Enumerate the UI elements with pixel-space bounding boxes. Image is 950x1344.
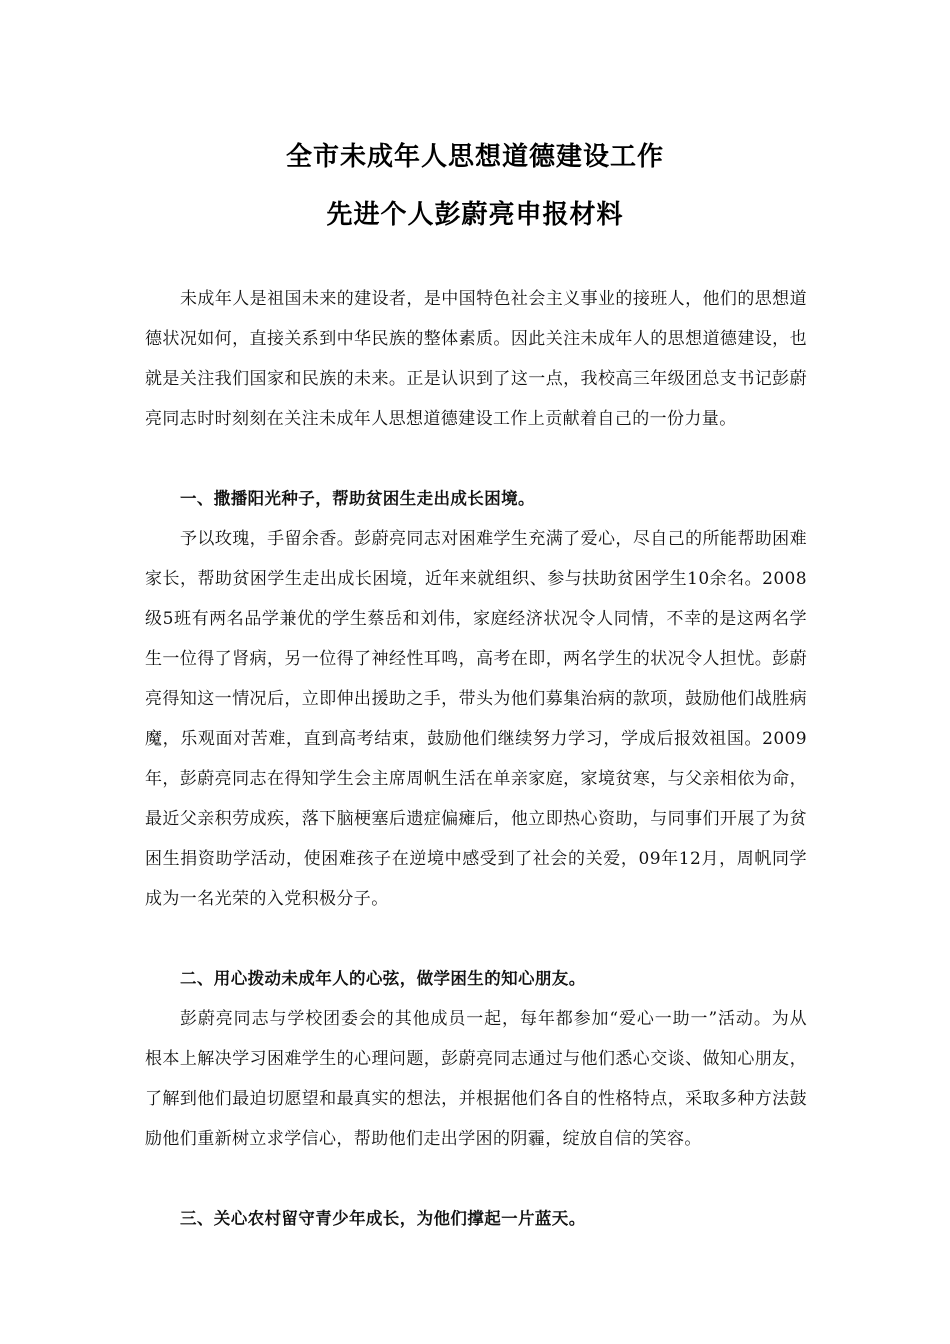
intro-paragraph: 未成年人是祖国未来的建设者，是中国特色社会主义事业的接班人，他们的思想道德状况如何，直接关系到中华民族的整体素质。因此关注未成年人的思想道德建设，也就是关注我们国家和民族的未来。正是认识到了这一点，我校高三年级团总支书记彭蔚亮同志时时刻刻在关注未成年人思想道德建设工作上贡献着自己的一份力量。 (145, 289, 807, 429)
document-title-line-1: 全市未成年人思想道德建设工作 (285, 142, 664, 172)
document-title-line-2: 先进个人彭蔚亮申报材料 (326, 200, 624, 230)
section-paragraph-1: 予以玫瑰，手留余香。彭蔚亮同志对困难学生充满了爱心，尽自己的所能帮助困难家长，帮助贫困学生走出成长困境，近年来就组织、参与扶助贫困学生10余名。2008级5班有两名品学兼优的学生蔡岳和刘伟，家庭经济状况令人同情，不幸的是这两名学生一位得了肾病，另一位得了神经性耳鸣，高考在即，两名学生的状况令人担忧。彭蔚亮得知这一情况后，立即伸出援助之手，带头为他们募集治病的款项，鼓励他们战胜病魔，乐观面对苦难，直到高考结束，鼓励他们继续努力学习，学成后报效祖国。2009 年，彭蔚亮同志在得知学生会主席周帆生活在单亲家庭，家境贫寒，与父亲相依为命，最近父亲积劳成疾，落下脑梗塞后遗症偏瘫后，他立即热心资助，与同事们开展了为贫困生捐资助学活动，使困难孩子在逆境中感受到了社会的关爱，09年12月，周帆同学成为一名光荣的入党积极分子。 (145, 529, 807, 909)
section-paragraph-2: 彭蔚亮同志与学校团委会的其他成员一起，每年都参加“爱心一助一”活动。为从根本上解决学习困难学生的心理问题，彭蔚亮同志通过与他们悉心交谈、做知心朋友，了解到他们最迫切愿望和最真实的想法，并根据他们各自的性格特点，采取多种方法鼓励他们重新树立求学信心，帮助他们走出学困的阴霾，绽放自信的笑容。 (145, 1009, 807, 1149)
section-heading-3: 三、关心农村留守青少年成长，为他们撑起一片蓝天。 (180, 1209, 586, 1228)
section-heading-2: 二、用心拨动未成年人的心弦，做学困生的知心朋友。 (180, 969, 586, 988)
section-heading-1: 一、撒播阳光种子，帮助贫困生走出成长困境。 (180, 489, 535, 508)
